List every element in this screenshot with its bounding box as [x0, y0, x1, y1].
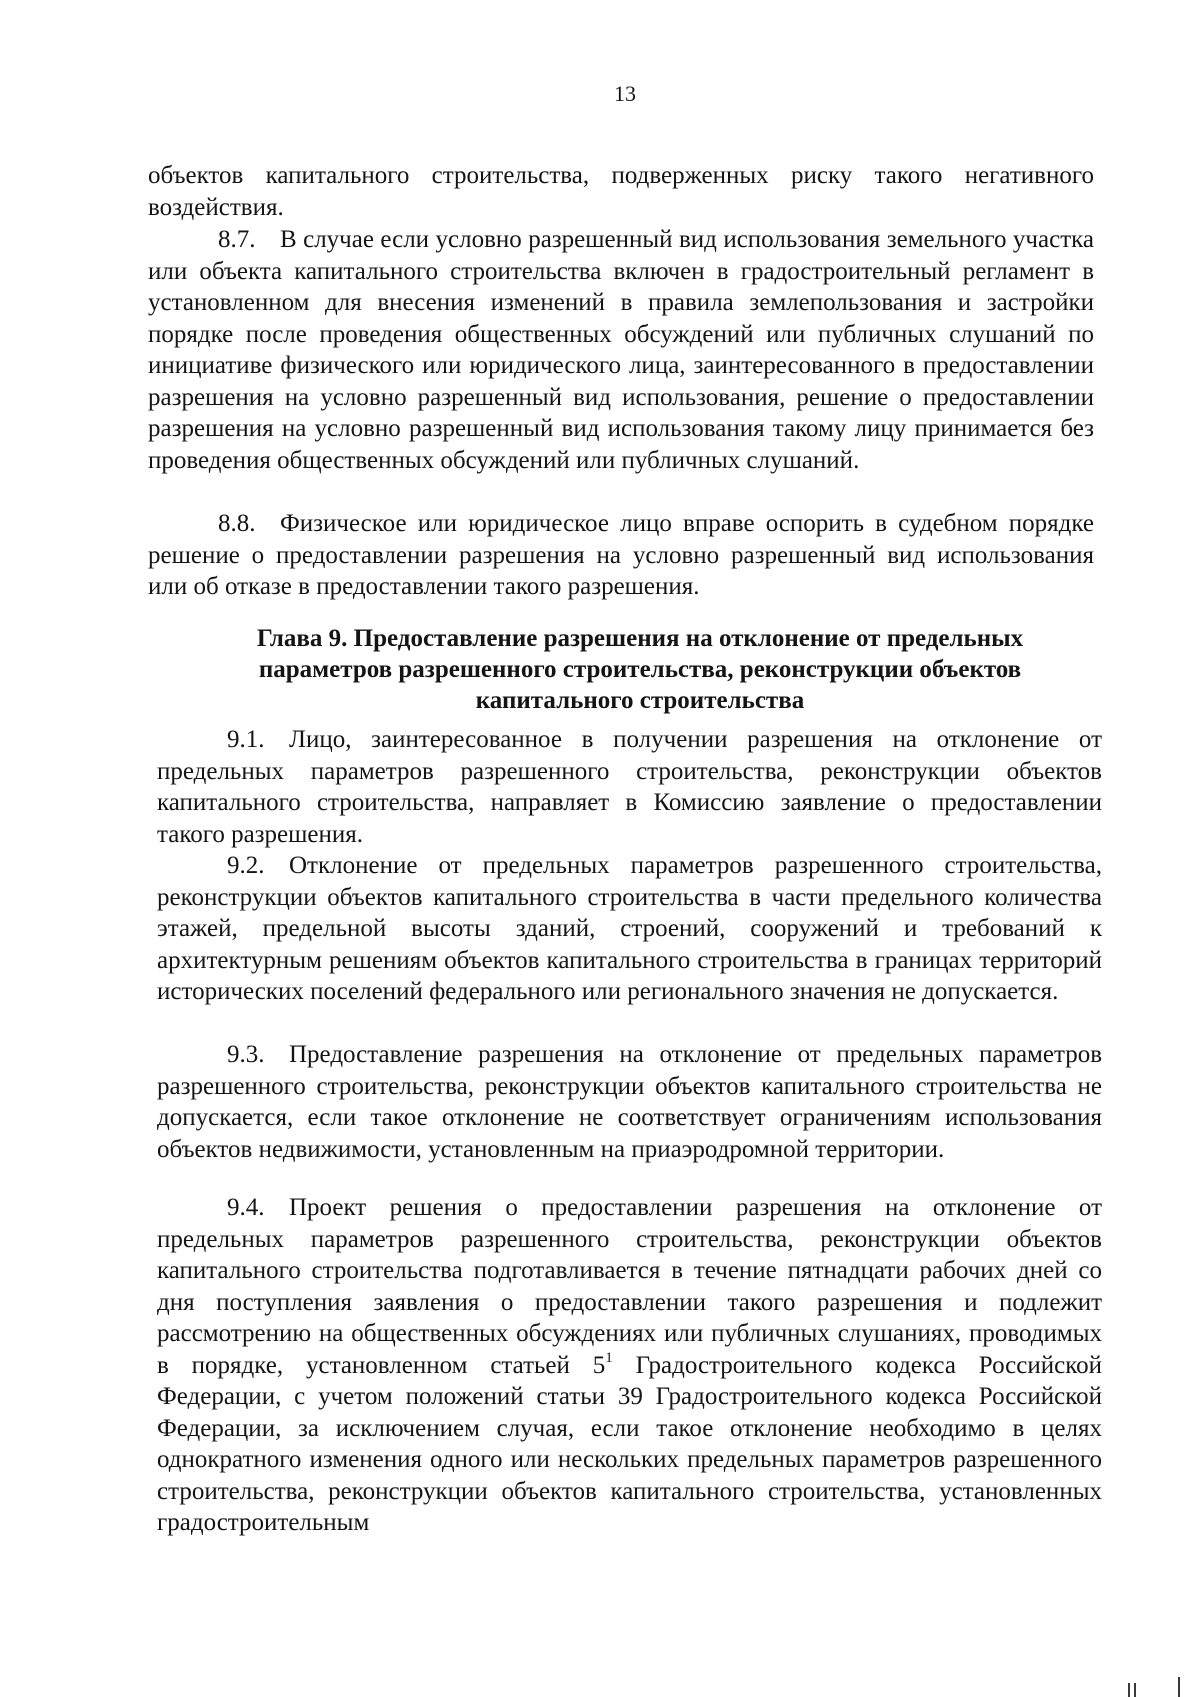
scan-edge-mark [1134, 1683, 1136, 1697]
page-number: 13 [614, 81, 636, 106]
paragraph-number: 9.4. [227, 1194, 265, 1221]
scan-edge-mark [1128, 1683, 1130, 1697]
paragraph-text-after-superscript: Градостроительного кодекса Российской Федерации, с учетом положений статьи 39 Градостроительного кодекса Российской Федерации, за исключением случая, если такое отклонение необходимо в целях однократного изменения одного или нескольких предельных параметров разрешенного строительства, реконструкции объектов капитального строительства, установленных градостроительным [157, 1351, 1102, 1536]
chapter-title: Глава 9. Предоставление разрешения на отклонение от предельных параметров разрешенного строительства, реконструкции объектов капитального строительства [256, 625, 1024, 714]
paragraph-number: 8.8. [218, 510, 256, 537]
paragraph-continuation: объектов капитального строительства, подверженных риску такого негативного воздействия. [148, 162, 1094, 221]
paragraph-text: Физическое или юридическое лицо вправе оспорить в судебном порядке решение о предоставлении разрешения на условно разрешенный вид использования или об отказе в предоставлении такого разрешения. [148, 510, 1094, 600]
paragraph-number: 8.7. [218, 226, 256, 253]
paragraph-text-before-superscript: Проект решения о предоставлении разрешения на отклонение от предельных параметров разрешенного строительства, реконструкции объектов капитального строительства подготавливается в течение пятнадцати рабочих дней со дня поступления заявления о предоставлении такого разрешения и подлежит рассмотрению на общественных обсуждениях или публичных слушаниях, проводимых в порядке, установленном статьей 5 [157, 1194, 1102, 1379]
paragraph-8-7 [148, 224, 1094, 476]
paragraph-text: Предоставление разрешения на отклонение от предельных параметров разрешенного строительства, реконструкции объектов капитального строительства не допускается, если такое отклонение не соответствует ограничениям использования объектов недвижимости, установленным на приаэродромной территории. [157, 1041, 1102, 1163]
paragraph-number: 9.2. [227, 852, 265, 879]
paragraph-9-3 [157, 1039, 1102, 1165]
scan-edge-mark [1178, 1677, 1180, 1697]
paragraph-text: Лицо, заинтересованное в получении разрешения на отклонение от предельных параметров разрешенного строительства, реконструкции объектов капитального строительства, направляет в Комиссию заявление о предоставлении такого разрешения. [157, 726, 1102, 848]
paragraph-text: В случае если условно разрешенный вид использования земельного участка или объекта капитального строительства включен в градостроительный регламент в установленном для внесения изменений в правила землепользования и застройки порядке после проведения общественных обсуждений или публичных слушаний по инициативе физического или юридического лица, заинтересованного в предоставлении разрешения на условно разрешенный вид использования, решение о предоставлении разрешения на условно разрешенный вид использования такому лицу принимается без проведения общественных обсуждений или публичных слушаний. [148, 226, 1094, 474]
paragraph-9-1 [157, 724, 1102, 850]
paragraph-number: 9.3. [227, 1041, 265, 1068]
paragraph-9-2 [157, 850, 1102, 1008]
paragraph-number: 9.1. [227, 726, 265, 753]
paragraph-8-8 [148, 508, 1094, 603]
paragraph-9-4 [157, 1192, 1102, 1539]
superscript-article-index: 1 [605, 1349, 613, 1366]
paragraph-text: Отклонение от предельных параметров разрешенного строительства, реконструкции объектов капитального строительства в части предельного количества этажей, предельной высоты зданий, строений, сооружений и требований к архитектурным решениям объектов капитального строительства в границах территорий исторических поселений федерального или регионального значения не допускается. [157, 852, 1102, 1005]
